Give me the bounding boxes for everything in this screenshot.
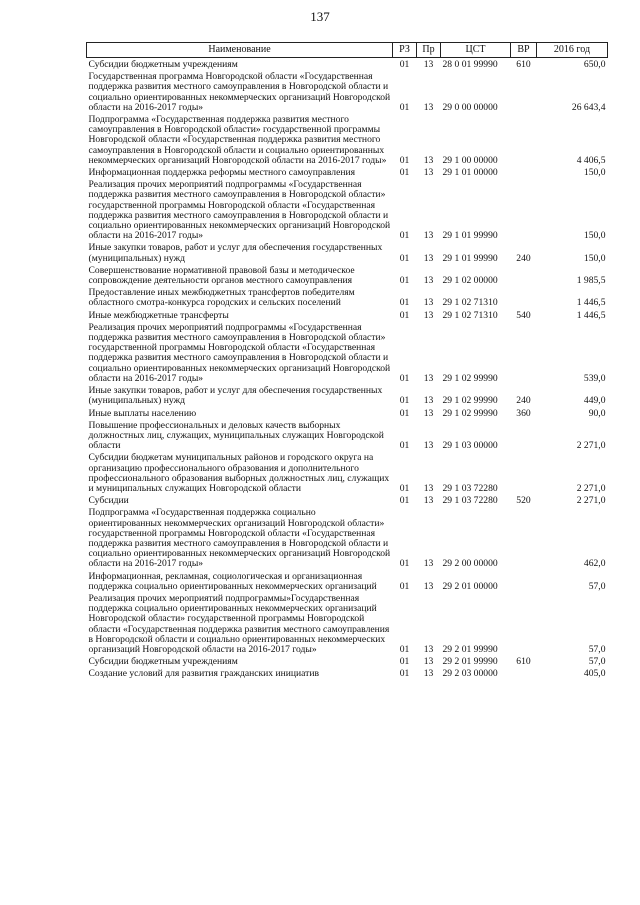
row-cst: 29 1 00 00000 [442, 154, 498, 166]
row-pr: 13 [423, 101, 434, 113]
row-cst: 29 1 02 99990 [442, 372, 498, 384]
row-sum: 539,0 [583, 372, 606, 384]
row-vr: 520 [516, 495, 531, 507]
row-vr [511, 419, 537, 452]
row-rz: 01 [399, 297, 410, 309]
row-pr: 13 [423, 230, 434, 242]
row-rz: 01 [399, 656, 410, 668]
row-pr: 13 [423, 656, 434, 668]
row-cst: 29 2 01 99990 [442, 643, 498, 655]
row-sum: 57,0 [588, 580, 606, 592]
row-pr: 13 [423, 59, 434, 70]
row-pr: 13 [423, 482, 434, 494]
row-name: Субсидии бюджетным учреждениям [88, 656, 238, 668]
row-cst: 29 1 02 99990 [442, 395, 498, 407]
row-pr: 13 [423, 440, 434, 452]
table-row [87, 592, 608, 655]
row-rz: 01 [399, 580, 410, 592]
row-cst: 29 1 02 71310 [442, 309, 498, 321]
row-vr [511, 286, 537, 308]
row-sum: 90,0 [588, 407, 606, 419]
row-pr: 13 [423, 167, 434, 179]
row-cst: 29 1 01 99990 [442, 252, 498, 264]
row-pr: 13 [423, 297, 434, 309]
table-row [87, 494, 608, 506]
row-rz: 01 [399, 395, 410, 407]
row-vr [511, 451, 537, 494]
table-row [87, 58, 608, 71]
row-rz: 01 [399, 230, 410, 242]
row-name: Совершенствование нормативной правовой базы и методическое сопровождение деятельности органов местного самоуправления [88, 264, 355, 287]
row-rz: 01 [399, 372, 410, 384]
row-rz: 01 [399, 407, 410, 419]
row-rz: 01 [399, 275, 410, 287]
table-row [87, 667, 608, 679]
row-vr [511, 506, 537, 569]
row-cst: 29 0 00 00000 [442, 101, 498, 113]
row-name: Иные закупки товаров, работ и услуг для обеспечения государственных (муниципальных) нужд [88, 242, 383, 264]
row-vr: 610 [516, 59, 531, 70]
table-row [87, 113, 608, 166]
row-sum: 650,0 [583, 59, 606, 70]
row-vr [511, 321, 537, 384]
row-cst: 29 1 01 99990 [442, 230, 498, 242]
row-cst: 29 2 00 00000 [442, 558, 498, 570]
row-vr [511, 166, 537, 178]
row-cst: 29 1 02 71310 [442, 297, 498, 309]
row-pr: 13 [423, 275, 434, 287]
row-cst: 29 1 03 72280 [442, 495, 498, 507]
row-pr: 13 [423, 252, 434, 264]
row-name: Субсидии бюджетам муниципальных районов и городского округа на организацию профессионального образования и дополнительного профессионального образования выборных должностных лиц, служащих и муниципальных служащих Новгородской области [88, 452, 390, 494]
row-sum: 462,0 [583, 558, 606, 570]
row-rz: 01 [399, 440, 410, 452]
row-pr: 13 [423, 558, 434, 570]
header-pr: Пр [417, 43, 441, 58]
row-pr: 13 [423, 495, 434, 507]
table-row [87, 655, 608, 667]
row-sum: 1 446,5 [576, 297, 606, 309]
row-name: Иные закупки товаров, работ и услуг для обеспечения государственных (муниципальных) нужд [88, 385, 383, 407]
row-name: Повышение профессиональных и деловых качеств выборных должностных лиц, служащих, муниципальных служащих Новгородской области [88, 419, 384, 452]
row-vr: 610 [516, 656, 531, 668]
row-name: Реализация прочих мероприятий подпрограммы «Государственная поддержка развития местного самоуправления в Новгородской области» государственной программы Новгородской области «Государственная поддержка развития местного самоуправления в Новгородской области и социально ориентированных некоммерческих организаций Новгородской области на 2016-2017 годы» [88, 179, 391, 242]
row-pr: 13 [423, 395, 434, 407]
row-sum: 2 271,0 [576, 482, 606, 494]
row-name: Иные выплаты населению [88, 407, 197, 419]
row-sum: 405,0 [583, 668, 606, 680]
row-sum: 26 643,4 [571, 101, 606, 113]
row-vr: 540 [516, 309, 531, 321]
row-cst: 29 1 02 99990 [442, 407, 498, 419]
row-sum: 4 406,5 [576, 154, 606, 166]
header-vr: ВР [511, 43, 537, 58]
table-row [87, 70, 608, 113]
row-sum: 150,0 [583, 167, 606, 179]
table-row [87, 407, 608, 419]
table-row [87, 286, 608, 308]
row-rz: 01 [399, 167, 410, 179]
row-cst: 29 2 01 99990 [442, 656, 498, 668]
row-pr: 13 [423, 372, 434, 384]
row-rz: 01 [399, 101, 410, 113]
row-pr: 13 [423, 580, 434, 592]
row-rz: 01 [399, 558, 410, 570]
row-cst: 28 0 01 99990 [442, 59, 498, 70]
table-row [87, 178, 608, 241]
row-pr: 13 [423, 309, 434, 321]
table-row [87, 321, 608, 384]
row-name: Создание условий для развития гражданских инициатив [88, 668, 320, 680]
table-row [87, 309, 608, 321]
row-name: Иные межбюджетные трансферты [88, 309, 229, 321]
row-vr: 240 [516, 395, 531, 407]
row-cst: 29 1 02 00000 [442, 275, 498, 287]
row-name: Реализация прочих мероприятий подпрограммы «Государственная поддержка развития местного самоуправления в Новгородской области» государственной программы Новгородской области «Государственная поддержка развития местного самоуправления в Новгородской области и социально ориентированных некоммерческих организаций Новгородской области на 2016-2017 годы» [88, 321, 391, 384]
row-name: Информационная поддержка реформы местного самоуправления [88, 167, 356, 179]
row-name: Предоставление иных межбюджетных трансфертов победителям областного смотра-конкурса городских и сельских поселений [88, 287, 355, 309]
table-body [87, 58, 608, 680]
row-cst: 29 1 01 00000 [442, 167, 498, 179]
row-name: Субсидии [88, 495, 129, 507]
row-sum: 449,0 [583, 395, 606, 407]
header-rz: РЗ [393, 43, 417, 58]
row-vr: 240 [516, 252, 531, 264]
row-rz: 01 [399, 154, 410, 166]
row-sum: 150,0 [583, 252, 606, 264]
row-rz: 01 [399, 495, 410, 507]
row-sum: 150,0 [583, 230, 606, 242]
row-vr [511, 667, 537, 679]
table-row [87, 241, 608, 263]
row-sum: 57,0 [588, 643, 606, 655]
row-rz: 01 [399, 643, 410, 655]
row-cst: 29 2 01 00000 [442, 580, 498, 592]
table-row [87, 451, 608, 494]
row-rz: 01 [399, 59, 410, 70]
table-row [87, 166, 608, 178]
header-name: Наименование [87, 43, 393, 58]
page-number: 137 [310, 9, 330, 24]
table-row [87, 384, 608, 406]
row-rz: 01 [399, 252, 410, 264]
row-sum: 1 446,5 [576, 309, 606, 321]
row-pr: 13 [423, 643, 434, 655]
row-rz: 01 [399, 482, 410, 494]
row-name: Информационная, рекламная, социологическая и организационная поддержка социально ориентированных некоммерческих организаций [88, 570, 377, 592]
row-pr: 13 [423, 668, 434, 680]
row-name: Государственная программа Новгородской области «Государственная поддержка развития местного самоуправления в Новгородской области и социально ориентированных некоммерческих организаций Новгородской области на 2016-2017 годы» [88, 71, 391, 113]
row-vr: 360 [516, 407, 531, 419]
table-row [87, 264, 608, 286]
table-row [87, 570, 608, 592]
header-cst: ЦСТ [441, 43, 511, 58]
row-vr [511, 264, 537, 286]
row-sum: 2 271,0 [576, 495, 606, 507]
row-pr: 13 [423, 154, 434, 166]
row-name: Реализация прочих мероприятий подпрограммы»Государственная поддержка социально ориентированных некоммерческих организаций Новгородской области» государственной программы Новгородской области «Государственная поддержка развития местного самоуправления в Новгородской области и социально ориентированных некоммерческих организаций Новгородской области на 2016-2017 годы» [88, 592, 390, 655]
row-pr: 13 [423, 407, 434, 419]
row-vr [511, 592, 537, 655]
row-vr [511, 70, 537, 113]
row-rz: 01 [399, 309, 410, 321]
row-cst: 29 1 03 72280 [442, 482, 498, 494]
row-sum: 1 985,5 [576, 275, 606, 287]
row-cst: 29 2 03 00000 [442, 668, 498, 680]
row-vr [511, 113, 537, 166]
row-sum: 2 271,0 [576, 440, 606, 452]
header-year: 2016 год [537, 43, 608, 58]
table-row [87, 419, 608, 452]
table-row [87, 506, 608, 569]
row-rz: 01 [399, 668, 410, 680]
row-name: Подпрограмма «Государственная поддержка развития местного самоуправления в Новгородской области» государственной программы Новгородской области «Государственная поддержка развития местного самоуправления в Новгородской области и социально ориентированных некоммерческих организаций Новгородской области на 2016-2017 годы» [88, 114, 387, 166]
budget-table [86, 42, 608, 680]
row-name: Подпрограмма «Государственная поддержка социально ориентированных некоммерческих организаций Новгородской области» государственной программы Новгородской области «Государственная поддержка развития местного самоуправления в Новгородской области и социально ориентированных некоммерческих организаций Новгородской области на 2016-2017 годы» [88, 507, 391, 570]
row-cst: 29 1 03 00000 [442, 440, 498, 452]
row-name: Субсидии бюджетным учреждениям [88, 59, 238, 70]
row-vr [511, 570, 537, 592]
table-header [87, 43, 608, 58]
row-sum: 57,0 [588, 656, 606, 668]
row-vr [511, 178, 537, 241]
